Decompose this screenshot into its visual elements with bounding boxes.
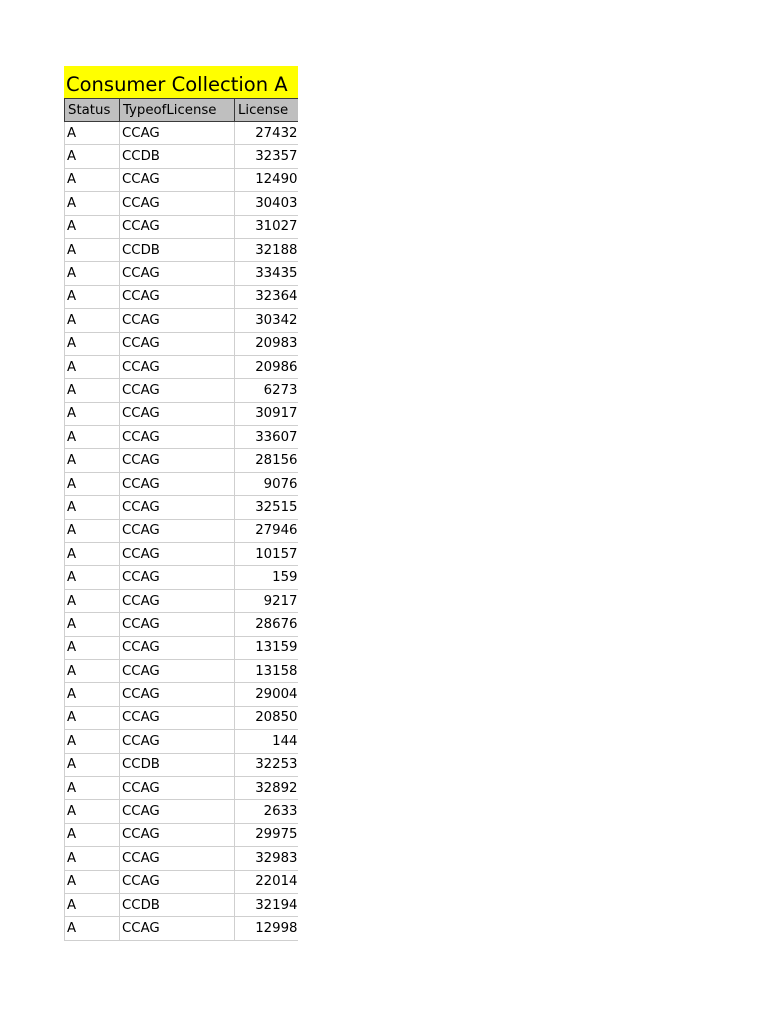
type-of-license-cell[interactable]: CCAG [120, 847, 235, 870]
license-cell[interactable]: 6273 [235, 379, 299, 402]
license-cell[interactable]: 27432 [235, 122, 299, 145]
type-of-license-cell[interactable]: CCAG [120, 472, 235, 495]
status-cell[interactable]: A [65, 800, 120, 823]
license-cell[interactable]: 32892 [235, 776, 299, 799]
license-cell[interactable]: 12490 [235, 168, 299, 191]
table-row [65, 823, 299, 846]
type-of-license-cell[interactable]: CCAG [120, 426, 235, 449]
license-cell[interactable]: 32194 [235, 893, 299, 916]
type-of-license-cell[interactable]: CCAG [120, 636, 235, 659]
license-cell[interactable]: 28156 [235, 449, 299, 472]
column-header-license[interactable]: License [235, 99, 299, 122]
table-row [65, 753, 299, 776]
table-row [65, 917, 299, 940]
license-cell[interactable]: 20850 [235, 706, 299, 729]
table-row [65, 683, 299, 706]
status-cell[interactable]: A [65, 659, 120, 682]
license-cell[interactable]: 33607 [235, 426, 299, 449]
table-row [65, 332, 299, 355]
type-of-license-cell[interactable]: CCAG [120, 262, 235, 285]
type-of-license-cell[interactable]: CCDB [120, 893, 235, 916]
type-of-license-cell[interactable]: CCAG [120, 706, 235, 729]
column-header-status[interactable]: Status [65, 99, 120, 122]
table-row [65, 238, 299, 261]
table-row [65, 192, 299, 215]
column-header-type-of-license[interactable]: TypeofLicense [120, 99, 235, 122]
license-cell[interactable]: 20983 [235, 332, 299, 355]
status-cell[interactable]: A [65, 122, 120, 145]
type-of-license-cell[interactable]: CCAG [120, 613, 235, 636]
table-row [65, 355, 299, 378]
license-cell[interactable]: 28676 [235, 613, 299, 636]
table-row [65, 636, 299, 659]
status-cell[interactable]: A [65, 730, 120, 753]
type-of-license-cell[interactable]: CCAG [120, 917, 235, 940]
sheet-title: Consumer Collection A [64, 66, 298, 98]
type-of-license-cell[interactable]: CCDB [120, 238, 235, 261]
table-row [65, 262, 299, 285]
license-cell[interactable]: 29004 [235, 683, 299, 706]
table-row [65, 566, 299, 589]
status-cell[interactable]: A [65, 776, 120, 799]
type-of-license-cell[interactable]: CCAG [120, 379, 235, 402]
license-cell[interactable]: 159 [235, 566, 299, 589]
type-of-license-cell[interactable]: CCAG [120, 519, 235, 542]
type-of-license-cell[interactable]: CCAG [120, 800, 235, 823]
table-row [65, 145, 299, 168]
type-of-license-cell[interactable]: CCAG [120, 589, 235, 612]
license-cell[interactable]: 32983 [235, 847, 299, 870]
license-cell[interactable]: 22014 [235, 870, 299, 893]
table-row [65, 800, 299, 823]
status-cell[interactable]: A [65, 262, 120, 285]
license-cell[interactable]: 30342 [235, 309, 299, 332]
license-cell[interactable]: 144 [235, 730, 299, 753]
status-cell[interactable]: A [65, 706, 120, 729]
license-cell[interactable]: 10157 [235, 543, 299, 566]
status-cell[interactable]: A [65, 402, 120, 425]
type-of-license-cell[interactable]: CCAG [120, 496, 235, 519]
license-cell[interactable]: 30403 [235, 192, 299, 215]
table-row [65, 847, 299, 870]
table-row [65, 379, 299, 402]
type-of-license-cell[interactable]: CCAG [120, 285, 235, 308]
table-body [65, 122, 299, 941]
status-cell[interactable]: A [65, 566, 120, 589]
status-cell[interactable]: A [65, 753, 120, 776]
status-cell[interactable]: A [65, 589, 120, 612]
table-row [65, 870, 299, 893]
table-row [65, 589, 299, 612]
status-cell[interactable]: A [65, 215, 120, 238]
table-row [65, 122, 299, 145]
table-row [65, 426, 299, 449]
status-cell[interactable]: A [65, 870, 120, 893]
type-of-license-cell[interactable]: CCAG [120, 776, 235, 799]
table-row [65, 472, 299, 495]
table-row [65, 613, 299, 636]
license-cell[interactable]: 13158 [235, 659, 299, 682]
license-cell[interactable]: 30917 [235, 402, 299, 425]
status-cell[interactable]: A [65, 636, 120, 659]
license-cell[interactable]: 27946 [235, 519, 299, 542]
status-cell[interactable]: A [65, 519, 120, 542]
license-cell[interactable]: 12998 [235, 917, 299, 940]
type-of-license-cell[interactable]: CCAG [120, 449, 235, 472]
type-of-license-cell[interactable]: CCAG [120, 402, 235, 425]
license-cell[interactable]: 33435 [235, 262, 299, 285]
type-of-license-cell[interactable]: CCDB [120, 753, 235, 776]
type-of-license-cell[interactable]: CCAG [120, 192, 235, 215]
type-of-license-cell[interactable]: CCAG [120, 730, 235, 753]
type-of-license-cell[interactable]: CCAG [120, 122, 235, 145]
license-cell[interactable]: 20986 [235, 355, 299, 378]
table-row [65, 402, 299, 425]
table-row [65, 519, 299, 542]
type-of-license-cell[interactable]: CCAG [120, 823, 235, 846]
status-cell[interactable]: A [65, 145, 120, 168]
table-row [65, 449, 299, 472]
status-cell[interactable]: A [65, 309, 120, 332]
license-cell[interactable]: 32364 [235, 285, 299, 308]
status-cell[interactable]: A [65, 472, 120, 495]
status-cell[interactable]: A [65, 426, 120, 449]
status-cell[interactable]: A [65, 683, 120, 706]
type-of-license-cell[interactable]: CCAG [120, 168, 235, 191]
license-cell[interactable]: 32357 [235, 145, 299, 168]
table-row [65, 659, 299, 682]
type-of-license-cell[interactable]: CCDB [120, 145, 235, 168]
table-row [65, 496, 299, 519]
type-of-license-cell[interactable]: CCAG [120, 659, 235, 682]
license-cell[interactable]: 29975 [235, 823, 299, 846]
status-cell[interactable]: A [65, 285, 120, 308]
status-cell[interactable]: A [65, 893, 120, 916]
table-row [65, 215, 299, 238]
status-cell[interactable]: A [65, 847, 120, 870]
license-cell[interactable]: 2633 [235, 800, 299, 823]
type-of-license-cell[interactable]: CCAG [120, 309, 235, 332]
table-row [65, 893, 299, 916]
license-cell[interactable]: 31027 [235, 215, 299, 238]
license-table [64, 98, 298, 941]
table-row [65, 168, 299, 191]
table-row [65, 309, 299, 332]
table-row [65, 285, 299, 308]
table-row [65, 706, 299, 729]
table-row [65, 730, 299, 753]
license-cell[interactable]: 32253 [235, 753, 299, 776]
spreadsheet [64, 66, 298, 941]
table-row [65, 776, 299, 799]
status-cell[interactable]: A [65, 449, 120, 472]
type-of-license-cell[interactable]: CCAG [120, 870, 235, 893]
status-cell[interactable]: A [65, 823, 120, 846]
status-cell[interactable]: A [65, 238, 120, 261]
status-cell[interactable]: A [65, 613, 120, 636]
status-cell[interactable]: A [65, 168, 120, 191]
status-cell[interactable]: A [65, 496, 120, 519]
status-cell[interactable]: A [65, 332, 120, 355]
license-cell[interactable]: 13159 [235, 636, 299, 659]
type-of-license-cell[interactable]: CCAG [120, 543, 235, 566]
type-of-license-cell[interactable]: CCAG [120, 332, 235, 355]
table-row [65, 543, 299, 566]
license-cell[interactable]: 32515 [235, 496, 299, 519]
type-of-license-cell[interactable]: CCAG [120, 215, 235, 238]
license-cell[interactable]: 32188 [235, 238, 299, 261]
status-cell[interactable]: A [65, 355, 120, 378]
status-cell[interactable]: A [65, 379, 120, 402]
type-of-license-cell[interactable]: CCAG [120, 566, 235, 589]
type-of-license-cell[interactable]: CCAG [120, 683, 235, 706]
status-cell[interactable]: A [65, 543, 120, 566]
header-row [65, 99, 299, 122]
status-cell[interactable]: A [65, 192, 120, 215]
status-cell[interactable]: A [65, 917, 120, 940]
type-of-license-cell[interactable]: CCAG [120, 355, 235, 378]
license-cell[interactable]: 9076 [235, 472, 299, 495]
license-cell[interactable]: 9217 [235, 589, 299, 612]
